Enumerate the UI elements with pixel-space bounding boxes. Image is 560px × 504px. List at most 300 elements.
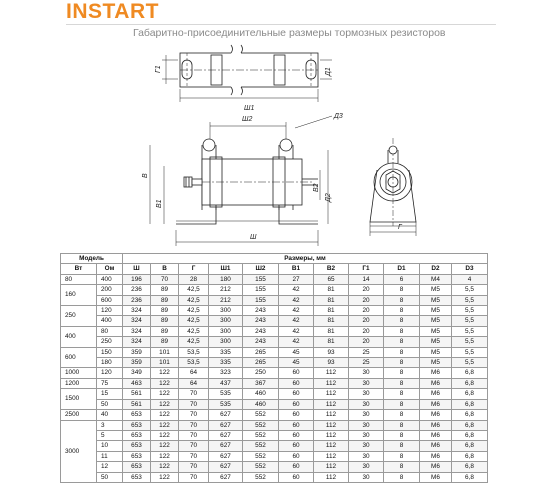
table-cell: 561 [123,389,151,399]
table-cell: 8 [384,368,420,378]
table-cell: 653 [123,441,151,451]
table-cell: 112 [314,410,349,420]
table-cell: 45 [279,358,314,368]
table-cell: 250 [97,337,123,347]
column-header-row [61,264,488,274]
table-cell: 112 [314,399,349,409]
table-cell: M6 [420,368,452,378]
sizes-header: Размеры, мм [123,254,488,264]
table-cell: 300 [209,306,243,316]
table-cell: 30 [349,472,384,482]
label-sh1: Ш1 [244,105,255,112]
table-cell: 112 [314,420,349,430]
table-cell: 122 [151,462,179,472]
power-cell: 3000 [61,420,97,482]
power-cell: 1200 [61,378,97,388]
table-cell: 300 [209,316,243,326]
table-cell: 324 [123,306,151,316]
table-cell: 250 [243,368,279,378]
table-body [61,274,488,482]
label-v2: В2 [313,183,320,192]
table-cell: 236 [123,295,151,305]
table-cell: M5 [420,337,452,347]
table-cell: M6 [420,420,452,430]
table-cell: 101 [151,347,179,357]
label-d1: Д1 [325,67,332,76]
column-header: В2 [314,264,349,274]
table-cell: 112 [314,378,349,388]
table-cell: 42 [279,316,314,326]
column-header: Ш1 [209,264,243,274]
table-cell: 14 [349,274,384,284]
table-cell: M5 [420,358,452,368]
column-header: В [151,264,179,274]
table-cell: 5,5 [452,306,488,316]
table-cell: 627 [209,451,243,461]
table-cell: 112 [314,389,349,399]
table-cell: 81 [314,316,349,326]
table-cell: 6,8 [452,472,488,482]
table-cell: 112 [314,430,349,440]
table-cell: 236 [123,285,151,295]
table-cell: 8 [384,316,420,326]
power-cell: 160 [61,285,97,306]
table-cell: 53,5 [179,358,209,368]
table-cell: M5 [420,326,452,336]
table-cell: 8 [384,326,420,336]
power-cell: 250 [61,306,97,327]
table-cell: 20 [349,326,384,336]
table-cell: 460 [243,399,279,409]
table-cell: 81 [314,285,349,295]
column-header: D3 [452,264,488,274]
table-cell: 120 [97,306,123,316]
table-row [61,358,488,368]
table-cell: M6 [420,378,452,388]
table-cell: 335 [209,347,243,357]
table-cell: 122 [151,472,179,482]
table-cell: 60 [279,389,314,399]
table-cell: 180 [209,274,243,284]
table-cell: 552 [243,451,279,461]
table-cell: 53,5 [179,347,209,357]
table-cell: M4 [420,274,452,284]
table-row [61,410,488,420]
table-cell: 5,5 [452,337,488,347]
table-row [61,399,488,409]
table-cell: 60 [279,378,314,388]
table-row [61,472,488,482]
table-cell: 65 [314,274,349,284]
table-cell: 200 [97,285,123,295]
label-g: Г [398,224,402,231]
label-v1: В1 [156,199,163,208]
table-cell: 8 [384,389,420,399]
table-cell: 89 [151,306,179,316]
power-cell: 80 [61,274,97,284]
column-header: Ом [97,264,123,274]
table-cell: 4 [452,274,488,284]
table-cell: 112 [314,451,349,461]
table-cell: 42,5 [179,306,209,316]
table-cell: 70 [179,462,209,472]
label-g1: Г1 [155,65,162,73]
table-cell: M6 [420,430,452,440]
table-cell: 42,5 [179,285,209,295]
table-cell: 8 [384,285,420,295]
table-cell: 552 [243,472,279,482]
table-cell: M6 [420,389,452,399]
table-row [61,347,488,357]
table-cell: 89 [151,285,179,295]
table-cell: 212 [209,285,243,295]
table-cell: 70 [179,399,209,409]
table-cell: 30 [349,378,384,388]
page-subtitle: Габаритно-присоединительные размеры тормозных резисторов [133,27,446,39]
table-cell: 42,5 [179,316,209,326]
dimensions-table [60,253,488,483]
table-cell: 653 [123,451,151,461]
table-cell: 89 [151,316,179,326]
table-cell: 30 [349,430,384,440]
table-cell: 42 [279,285,314,295]
table-row [61,326,488,336]
table-cell: 196 [123,274,151,284]
table-cell: 300 [209,326,243,336]
table-cell: 8 [384,441,420,451]
table-cell: 5,5 [452,295,488,305]
table-cell: 42 [279,306,314,316]
table-cell: M6 [420,410,452,420]
table-cell: 122 [151,399,179,409]
table-cell: 243 [243,306,279,316]
table-cell: 460 [243,389,279,399]
table-cell: 324 [123,316,151,326]
table-cell: 30 [349,420,384,430]
table-cell: 30 [349,389,384,399]
table-cell: 42,5 [179,326,209,336]
table-row [61,420,488,430]
table-cell: 155 [243,274,279,284]
table-cell: 8 [384,472,420,482]
table-cell: 300 [209,337,243,347]
table-cell: 60 [279,410,314,420]
table-cell: 64 [179,378,209,388]
table-cell: 6,8 [452,462,488,472]
table-row [61,451,488,461]
table-cell: 6,8 [452,451,488,461]
table-cell: 627 [209,410,243,420]
power-cell: 400 [61,326,97,347]
table-cell: 81 [314,337,349,347]
table-cell: 6,8 [452,441,488,451]
brand-logo: INSTART [66,0,159,23]
table-cell: 75 [97,378,123,388]
table-cell: M5 [420,285,452,295]
table-cell: 122 [151,410,179,420]
table-cell: 155 [243,295,279,305]
power-cell: 600 [61,347,97,368]
table-cell: 15 [97,389,123,399]
column-header: Г [179,264,209,274]
column-header: Ш2 [243,264,279,274]
power-cell: 2500 [61,410,97,420]
table-cell: 12 [97,462,123,472]
table-cell: 93 [314,358,349,368]
table-cell: 60 [279,430,314,440]
table-cell: 8 [384,451,420,461]
table-row [61,368,488,378]
table-cell: 265 [243,347,279,357]
table-cell: 8 [384,420,420,430]
table-cell: 20 [349,306,384,316]
table-cell: 349 [123,368,151,378]
table-cell: 3 [97,420,123,430]
label-d2: Д2 [325,193,332,202]
table-cell: 30 [349,462,384,472]
table-cell: 64 [179,368,209,378]
table-cell: 81 [314,295,349,305]
table-cell: 150 [97,347,123,357]
table-cell: 8 [384,399,420,409]
table-cell: M6 [420,441,452,451]
power-cell: 1500 [61,389,97,410]
table-cell: 70 [179,410,209,420]
table-cell: 27 [279,274,314,284]
table-cell: M5 [420,295,452,305]
table-cell: 70 [151,274,179,284]
table-row [61,274,488,284]
table-cell: 30 [349,441,384,451]
front-view [150,116,332,246]
table-cell: 122 [151,430,179,440]
table-cell: 6,8 [452,410,488,420]
table-cell: 8 [384,378,420,388]
table-cell: 60 [279,420,314,430]
table-cell: 653 [123,462,151,472]
table-cell: 122 [151,420,179,430]
table-cell: 552 [243,410,279,420]
table-cell: 552 [243,420,279,430]
table-cell: 122 [151,441,179,451]
table-cell: 89 [151,326,179,336]
table-cell: 600 [97,295,123,305]
column-header: В1 [279,264,314,274]
table-cell: 6,8 [452,399,488,409]
table-cell: 25 [349,347,384,357]
table-cell: 561 [123,399,151,409]
table-cell: 324 [123,326,151,336]
table-cell: 93 [314,347,349,357]
table-cell: 81 [314,306,349,316]
table-cell: 112 [314,472,349,482]
table-cell: 8 [384,306,420,316]
table-cell: 359 [123,347,151,357]
table-row [61,462,488,472]
table-cell: 8 [384,337,420,347]
table-cell: M5 [420,306,452,316]
table-row [61,295,488,305]
table-cell: 60 [279,368,314,378]
table-cell: 6,8 [452,378,488,388]
table-row [61,337,488,347]
table-cell: 101 [151,358,179,368]
table-cell: 70 [179,430,209,440]
table-cell: M6 [420,451,452,461]
table-cell: 20 [349,337,384,347]
table-cell: M6 [420,399,452,409]
table-cell: 42 [279,326,314,336]
table-cell: 243 [243,316,279,326]
table-cell: 50 [97,472,123,482]
table-cell: 60 [279,451,314,461]
table-cell: 367 [243,378,279,388]
table-cell: 8 [384,347,420,357]
table-cell: 80 [97,326,123,336]
table-cell: 6,8 [452,420,488,430]
table-cell: 8 [384,410,420,420]
table-cell: 40 [97,410,123,420]
table-cell: 60 [279,462,314,472]
table-cell: 8 [384,358,420,368]
table-cell: 653 [123,420,151,430]
table-cell: 552 [243,441,279,451]
table-cell: M6 [420,472,452,482]
table-cell: 60 [279,441,314,451]
table-cell: 265 [243,358,279,368]
table-cell: 463 [123,378,151,388]
table-cell: 653 [123,430,151,440]
table-cell: 112 [314,368,349,378]
table-cell: 30 [349,399,384,409]
table-cell: 20 [349,295,384,305]
table-cell: 6,8 [452,430,488,440]
table-cell: 180 [97,358,123,368]
table-cell: 60 [279,472,314,482]
table-cell: 70 [179,451,209,461]
power-cell: 1000 [61,368,97,378]
column-header: Г1 [349,264,384,274]
table-cell: 122 [151,389,179,399]
table-cell: M6 [420,462,452,472]
table-cell: 8 [384,430,420,440]
table-cell: 243 [243,326,279,336]
table-cell: 70 [179,420,209,430]
table-cell: 5 [97,430,123,440]
table-cell: 627 [209,430,243,440]
table-cell: 70 [179,441,209,451]
column-header: D2 [420,264,452,274]
table-cell: 8 [384,295,420,305]
model-header: Модель [61,254,123,264]
table-cell: 122 [151,378,179,388]
table-cell: 30 [349,368,384,378]
table-cell: 155 [243,285,279,295]
table-cell: 50 [97,399,123,409]
table-cell: 6,8 [452,368,488,378]
table-cell: 89 [151,295,179,305]
table-cell: 42,5 [179,337,209,347]
table-cell: 70 [179,472,209,482]
table-cell: 60 [279,399,314,409]
table-cell: 10 [97,441,123,451]
table-cell: 212 [209,295,243,305]
table-cell: 42 [279,337,314,347]
top-view [162,45,332,102]
table-cell: 122 [151,368,179,378]
table-cell: 400 [97,316,123,326]
column-header: Вт [61,264,97,274]
table-cell: 5,5 [452,316,488,326]
table-row [61,316,488,326]
column-header: D1 [384,264,420,274]
table-cell: 324 [123,337,151,347]
table-cell: 535 [209,399,243,409]
table-cell: 6 [384,274,420,284]
table-row [61,285,488,295]
table-cell: 25 [349,358,384,368]
table-cell: 437 [209,378,243,388]
table-cell: 8 [384,462,420,472]
table-cell: 5,5 [452,347,488,357]
table-cell: 243 [243,337,279,347]
table-cell: 627 [209,462,243,472]
table-cell: 323 [209,368,243,378]
table-cell: 70 [179,389,209,399]
table-cell: 5,5 [452,358,488,368]
table-cell: 112 [314,462,349,472]
table-row [61,306,488,316]
column-header: Ш [123,264,151,274]
label-sh2: Ш2 [242,116,253,123]
table-row [61,441,488,451]
table-cell: M5 [420,316,452,326]
table-cell: 627 [209,472,243,482]
table-cell: 400 [97,274,123,284]
table-cell: 653 [123,410,151,420]
table-cell: 535 [209,389,243,399]
table-cell: 28 [179,274,209,284]
table-cell: 627 [209,420,243,430]
table-cell: 20 [349,316,384,326]
table-cell: 653 [123,472,151,482]
table-cell: 5,5 [452,326,488,336]
table-cell: 5,5 [452,285,488,295]
table-cell: 45 [279,347,314,357]
label-sh: Ш [250,234,257,241]
label-d3: Д3 [334,113,343,120]
label-v: В [142,173,149,178]
table-row [61,430,488,440]
table-cell: 627 [209,441,243,451]
table-cell: 335 [209,358,243,368]
table-cell: 6,8 [452,389,488,399]
table-cell: 552 [243,462,279,472]
table-cell: M5 [420,347,452,357]
table-cell: 11 [97,451,123,461]
table-cell: 552 [243,430,279,440]
table-cell: 30 [349,451,384,461]
table-cell: 81 [314,326,349,336]
table-cell: 359 [123,358,151,368]
side-view [370,138,416,236]
table-cell: 42,5 [179,295,209,305]
table-row [61,378,488,388]
table-cell: 42 [279,295,314,305]
table-cell: 120 [97,368,123,378]
table-row [61,389,488,399]
table-cell: 89 [151,337,179,347]
